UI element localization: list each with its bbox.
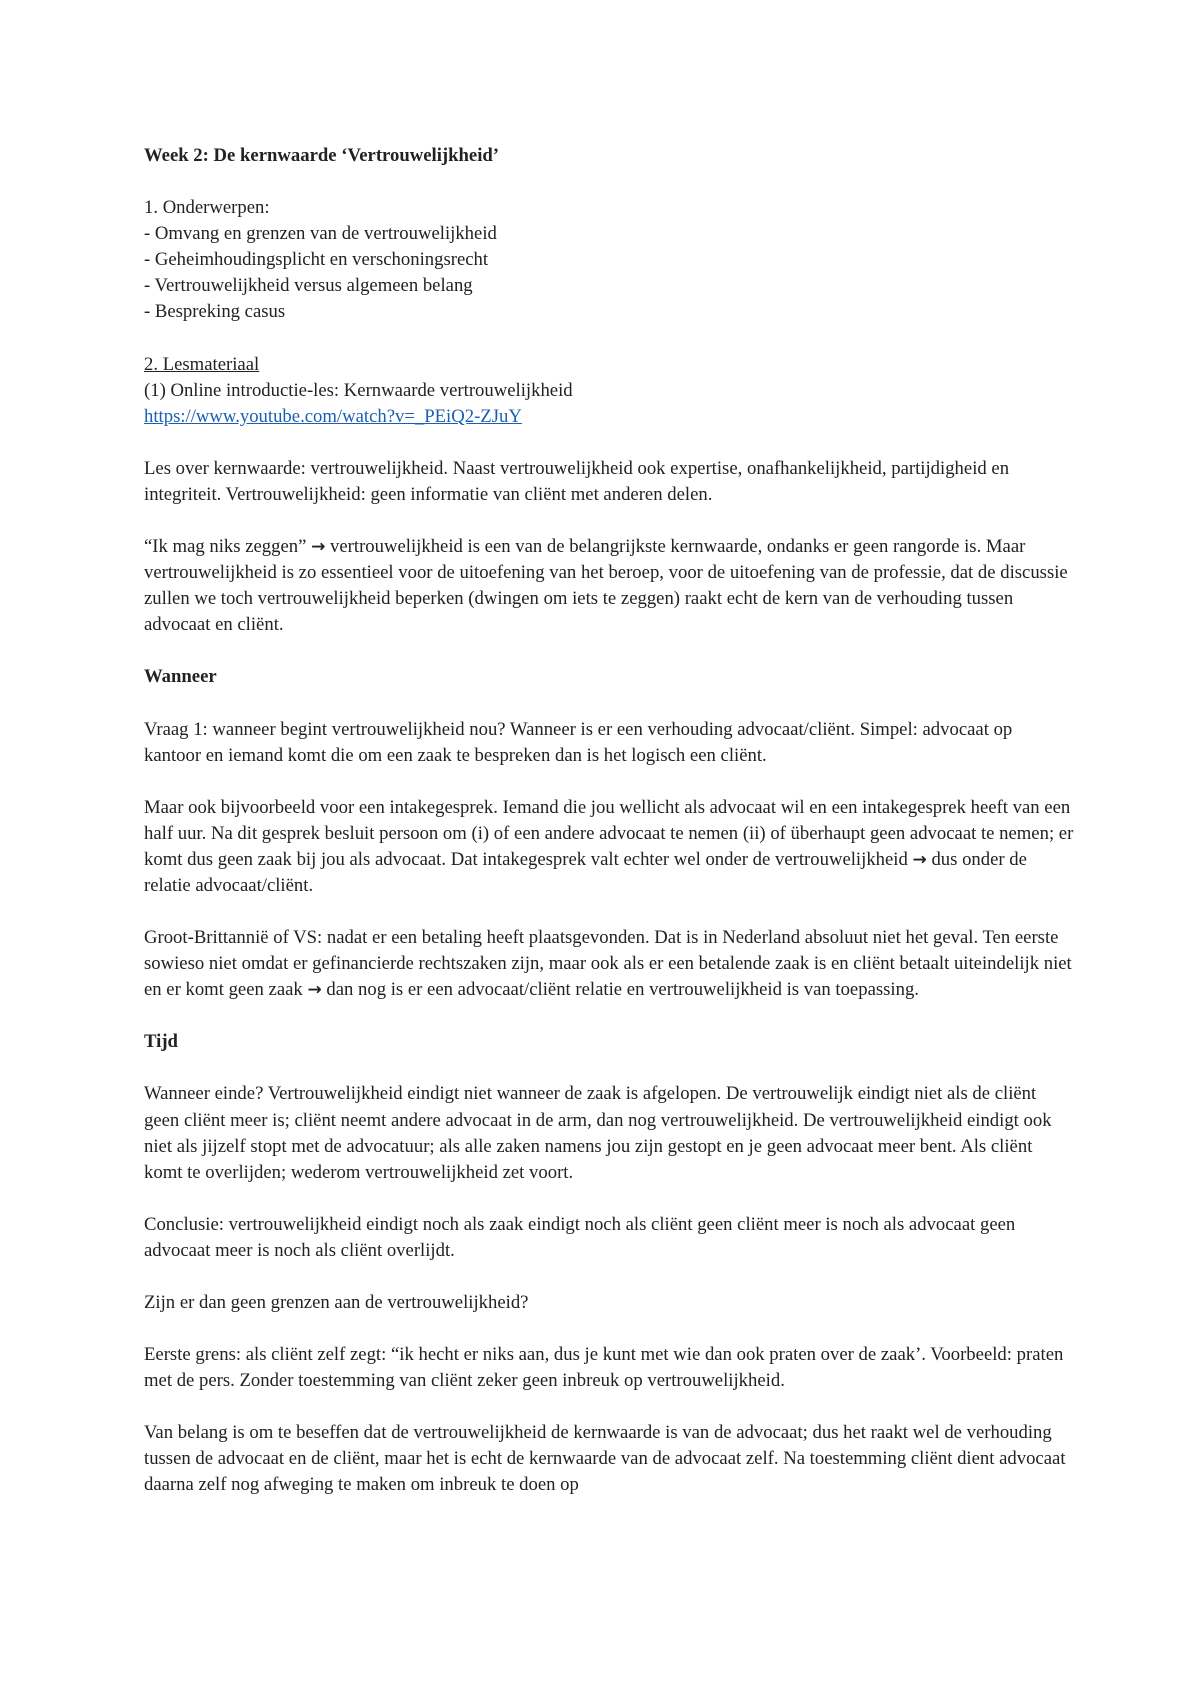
topic-item: - Geheimhoudingsplicht en verschoningsrecht (144, 249, 489, 271)
topic-item: - Omvang en grenzen van de vertrouwelijkheid (144, 223, 497, 245)
payment-continuation: dan nog is er een advocaat/cliënt relatie en vertrouwelijkheid is van toepassing. (321, 979, 919, 1001)
arrow-icon: → (912, 849, 927, 870)
material-item: (1) Online introductie-les: Kernwaarde vertrouwelijkheid (144, 379, 573, 401)
payment-text: Groot-Brittannië of VS: nadat er een betaling heeft plaatsgevonden. Dat is in Nederland absoluut niet het geval. Ten eerste sowieso niet omdat er gefinancierde rechtszaken zijn, maar ook als er een betalende zaak is en cliënt betaalt uiteindelijk niet en er komt geen zaak (144, 927, 1072, 1001)
material-heading: 2. Lesmateriaal (144, 353, 260, 375)
paragraph-conclusie: Conclusie: vertrouwelijkheid eindigt noch als zaak eindigt noch als cliënt geen cliënt meer is noch als advocaat geen advocaat meer is noch als cliënt overlijdt. (144, 1213, 1016, 1261)
heading-tijd: Tijd (144, 1031, 178, 1053)
topic-item: - Bespreking casus (144, 301, 286, 323)
material-section (144, 352, 1074, 430)
paragraph-belang: Van belang is om te beseffen dat de vertrouwelijkheid de kernwaarde is van de advocaat; dus het raakt wel de verhouding tussen de advocaat en de cliënt, maar het is echt de kernwaarde van de advocaat zelf. Na toestemming cliënt dient advocaat daarna zelf nog afweging te maken om inbreuk te doen op (144, 1422, 1066, 1496)
topics-section (144, 195, 1074, 325)
document-title: Week 2: De kernwaarde ‘Vertrouwelijkheid’ (144, 145, 500, 166)
arrow-icon: → (307, 980, 322, 1001)
paragraph-vraag: Vraag 1: wanneer begint vertrouwelijkheid nou? Wanneer is er een verhouding advocaat/cliënt. Simpel: advocaat op kantoor en iemand komt die om een zaak te bespreken dan is het logisch een cliënt. (144, 718, 1013, 766)
quote-continuation: vertrouwelijkheid is een van de belangrijkste kernwaarde, ondanks er geen rangorde is. Maar vertrouwelijkheid is zo essentieel voor de uitoefening van het beroep, voor de uitoefening van de professie, dat de discussie zullen we toch vertrouwelijkheid beperken (dwingen om iets te zeggen) raakt echt de kern van de verhouding tussen advocaat en cliënt. (144, 536, 1068, 636)
paragraph-quote (144, 534, 1074, 638)
quote-text: “Ik mag niks zeggen” (144, 536, 312, 558)
intake-text: Maar ook bijvoorbeeld voor een intakegesprek. Iemand die jou wellicht als advocaat wil en een intakegesprek heeft van een half uur. Na dit gesprek besluit persoon om (i) of een andere advocaat te nemen (ii) of überhaupt geen advocaat te nemen; er komt dus geen zaak bij jou als advocaat. Dat intakegesprek valt echter wel onder de vertrouwelijkheid (144, 796, 1074, 870)
paragraph-payment (144, 925, 1074, 1003)
topic-item: - Vertrouwelijkheid versus algemeen belang (144, 275, 473, 297)
paragraph-intro: Les over kernwaarde: vertrouwelijkheid. Naast vertrouwelijkheid ook expertise, onafhankelijkheid, partijdigheid en integriteit. Vertrouwelijkheid: geen informatie van cliënt met anderen delen. (144, 457, 1010, 505)
youtube-link[interactable]: https://www.youtube.com/watch?v=_PEiQ2-ZJuY (144, 405, 522, 427)
paragraph-grenzen-vraag: Zijn er dan geen grenzen aan de vertrouwelijkheid? (144, 1292, 529, 1313)
heading-wanneer: Wanneer (144, 666, 217, 688)
intake-continuation: dus onder de relatie advocaat/cliënt. (144, 848, 1027, 896)
document-page (144, 143, 1074, 1525)
topics-heading: 1. Onderwerpen: (144, 197, 270, 219)
paragraph-intake (144, 795, 1074, 899)
paragraph-eerste-grens: Eerste grens: als cliënt zelf zegt: “ik hecht er niks aan, dus je kunt met wie dan ook praten over de zaak’. Voorbeeld: praten met de pers. Zonder toestemming van cliënt zeker geen inbreuk op vertrouwelijkheid. (144, 1344, 1064, 1392)
arrow-icon: → (311, 537, 326, 558)
paragraph-einde: Wanneer einde? Vertrouwelijkheid eindigt niet wanneer de zaak is afgelopen. De vertrouwelijk eindigt niet als de cliënt geen cliënt meer is; cliënt neemt andere advocaat in de arm, dan nog vertrouwelijkheid. De vertrouwelijkheid eindigt ook niet als jijzelf stopt met de advocatuur; als alle zaken namens jou zijn gestopt en je geen advocaat meer bent. Als cliënt komt te overlijden; wederom vertrouwelijkheid zet voort. (144, 1083, 1052, 1183)
